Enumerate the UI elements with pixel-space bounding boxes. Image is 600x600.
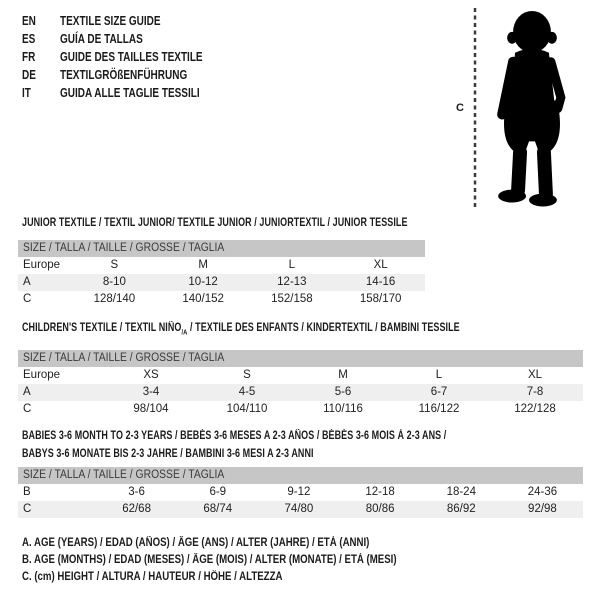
- table-title: [22, 214, 408, 232]
- row-label: A: [23, 386, 31, 398]
- size-cell: 86/92: [446, 503, 476, 515]
- table-title-line: [22, 427, 446, 445]
- row-label: Europe: [23, 259, 61, 271]
- language-label: TEXTILGRÖßENFÜHRUNG: [60, 68, 188, 82]
- size-cell: L: [288, 259, 296, 271]
- size-cell: 7-8: [526, 386, 544, 398]
- size-cell: 12-18: [365, 486, 395, 498]
- table-title: [22, 319, 460, 341]
- language-row: [22, 12, 238, 30]
- row-label: C: [23, 503, 32, 515]
- legend-line: C. (cm) HEIGHT / ALTURA / HAUTEUR / HÖHE / ALTEZZA: [22, 571, 283, 583]
- size-cell: 14-16: [365, 276, 396, 288]
- size-cell: 122/128: [514, 403, 556, 415]
- legend-line: B. AGE (MONTHS) / EDAD (MESES) / ÂGE (MOIS) / ALTER (MONATE) / ETÀ (MESI): [22, 554, 397, 566]
- language-label: GUIDE DES TAILLES TEXTILE: [60, 50, 203, 64]
- table-title: [22, 427, 446, 463]
- size-cell: XL: [373, 259, 388, 271]
- size-cell: 80/86: [365, 503, 395, 515]
- size-cell: 62/68: [122, 503, 151, 515]
- baby-silhouette-icon: [482, 5, 582, 209]
- size-cell: L: [435, 369, 443, 381]
- row-label: A: [23, 276, 31, 288]
- size-cell: 6-9: [209, 486, 227, 498]
- size-cell: 10-12: [188, 276, 218, 288]
- table-title-segment: /A: [181, 327, 188, 337]
- language-label: GUIDA ALLE TAGLIE TESSILI: [60, 86, 200, 100]
- size-cell: 8-10: [102, 276, 126, 288]
- row-label: Europe: [23, 369, 61, 381]
- table-row: [18, 484, 583, 501]
- language-code: DE: [22, 68, 36, 82]
- table-size-header: [18, 240, 425, 257]
- size-cell: 110/116: [323, 403, 363, 415]
- height-measure-label: C: [456, 102, 464, 114]
- language-code: IT: [22, 86, 31, 100]
- size-cell: 12-13: [277, 276, 307, 288]
- table-title-line: [22, 319, 460, 341]
- language-code: FR: [22, 50, 36, 64]
- size-cell: S: [110, 259, 119, 271]
- size-cell: 74/80: [284, 503, 314, 515]
- measurement-legend: [22, 535, 468, 586]
- table-row: [18, 257, 425, 274]
- size-cell: 152/158: [271, 293, 313, 305]
- size-table-grid: [18, 350, 583, 418]
- table-size-header: [18, 350, 583, 367]
- table-title-segment: JUNIOR TEXTILE / TEXTIL JUNIOR/ TEXTILE JUNIOR / JUNIORTEXTIL / JUNIOR TESSILE: [22, 217, 408, 229]
- size-cell: 92/98: [528, 503, 557, 515]
- table-title-line: [22, 445, 446, 463]
- size-cell: 98/104: [133, 403, 169, 415]
- language-label: GUÍA DE TALLAS: [60, 32, 143, 46]
- language-row: [22, 30, 238, 48]
- language-list: [22, 12, 238, 102]
- table-title-line: [22, 214, 408, 232]
- legend-line: A. AGE (YEARS) / EDAD (AÑOS) / ÂGE (ANS) / ALTER (JAHRE) / ETÀ (ANNI): [22, 537, 370, 549]
- size-cell: XL: [527, 369, 543, 381]
- size-cell: M: [338, 369, 348, 381]
- size-cell: 104/110: [226, 403, 268, 415]
- height-figure: [440, 0, 600, 215]
- table-size-header-text: SIZE / TALLA / TAILLE / GRÖSSE / TAGLIA: [23, 352, 225, 364]
- size-cell: 116/122: [418, 403, 460, 415]
- size-cell: 18-24: [446, 486, 476, 498]
- table-row: [18, 274, 425, 291]
- row-label: B: [23, 486, 31, 498]
- language-row: [22, 84, 238, 102]
- table-title-segment: CHILDREN'S TEXTILE / TEXTIL NIÑO: [22, 322, 182, 334]
- size-cell: S: [243, 369, 251, 381]
- language-code: EN: [22, 14, 36, 28]
- size-cell: M: [198, 259, 208, 271]
- table-title-segment: / TEXTILE DES ENFANTS / KINDERTEXTIL / BAMBINI TESSILE: [187, 322, 460, 334]
- table-title-segment: BABIES 3-6 MONTH TO 2-3 YEARS / BEBÉS 3-6 MESES A 2-3 AÑOS / BÉBÉS 3-6 MOIS À 2-3 ANS /: [22, 430, 447, 442]
- table-row: [18, 401, 583, 418]
- language-row: [22, 66, 238, 84]
- size-cell: 158/170: [359, 293, 402, 305]
- table-title-segment: BABYS 3-6 MONATE BIS 2-3 JAHRE / BAMBINI 3-6 MESI A 2-3 ANNI: [22, 448, 314, 460]
- size-cell: 140/152: [182, 293, 224, 305]
- size-cell: 68/74: [203, 503, 233, 515]
- size-table-grid: [18, 467, 583, 518]
- size-cell: 9-12: [287, 486, 311, 498]
- language-row: [22, 48, 238, 66]
- table-row: [18, 367, 583, 384]
- table-row: [18, 291, 425, 308]
- size-cell: 24-36: [527, 486, 558, 498]
- table-size-header-text: SIZE / TALLA / TAILLE / GRÖSSE / TAGLIA: [23, 469, 225, 481]
- row-label: C: [23, 293, 32, 305]
- language-label: TEXTILE SIZE GUIDE: [60, 14, 161, 28]
- table-size-header-text: SIZE / TALLA / TAILLE / GRÖSSE / TAGLIA: [23, 242, 225, 254]
- size-cell: XS: [143, 369, 159, 381]
- size-cell: 4-5: [238, 386, 256, 398]
- size-cell: 3-6: [128, 486, 145, 498]
- size-cell: 6-7: [430, 386, 448, 398]
- table-row: [18, 501, 583, 518]
- row-label: C: [23, 403, 32, 415]
- table-row: [18, 384, 583, 401]
- size-table-grid: [18, 240, 425, 308]
- table-size-header: [18, 467, 583, 484]
- size-cell: 3-4: [142, 386, 160, 398]
- size-cell: 128/140: [93, 293, 136, 305]
- size-cell: 5-6: [334, 386, 352, 398]
- language-code: ES: [22, 32, 36, 46]
- height-measure-line: [473, 8, 477, 208]
